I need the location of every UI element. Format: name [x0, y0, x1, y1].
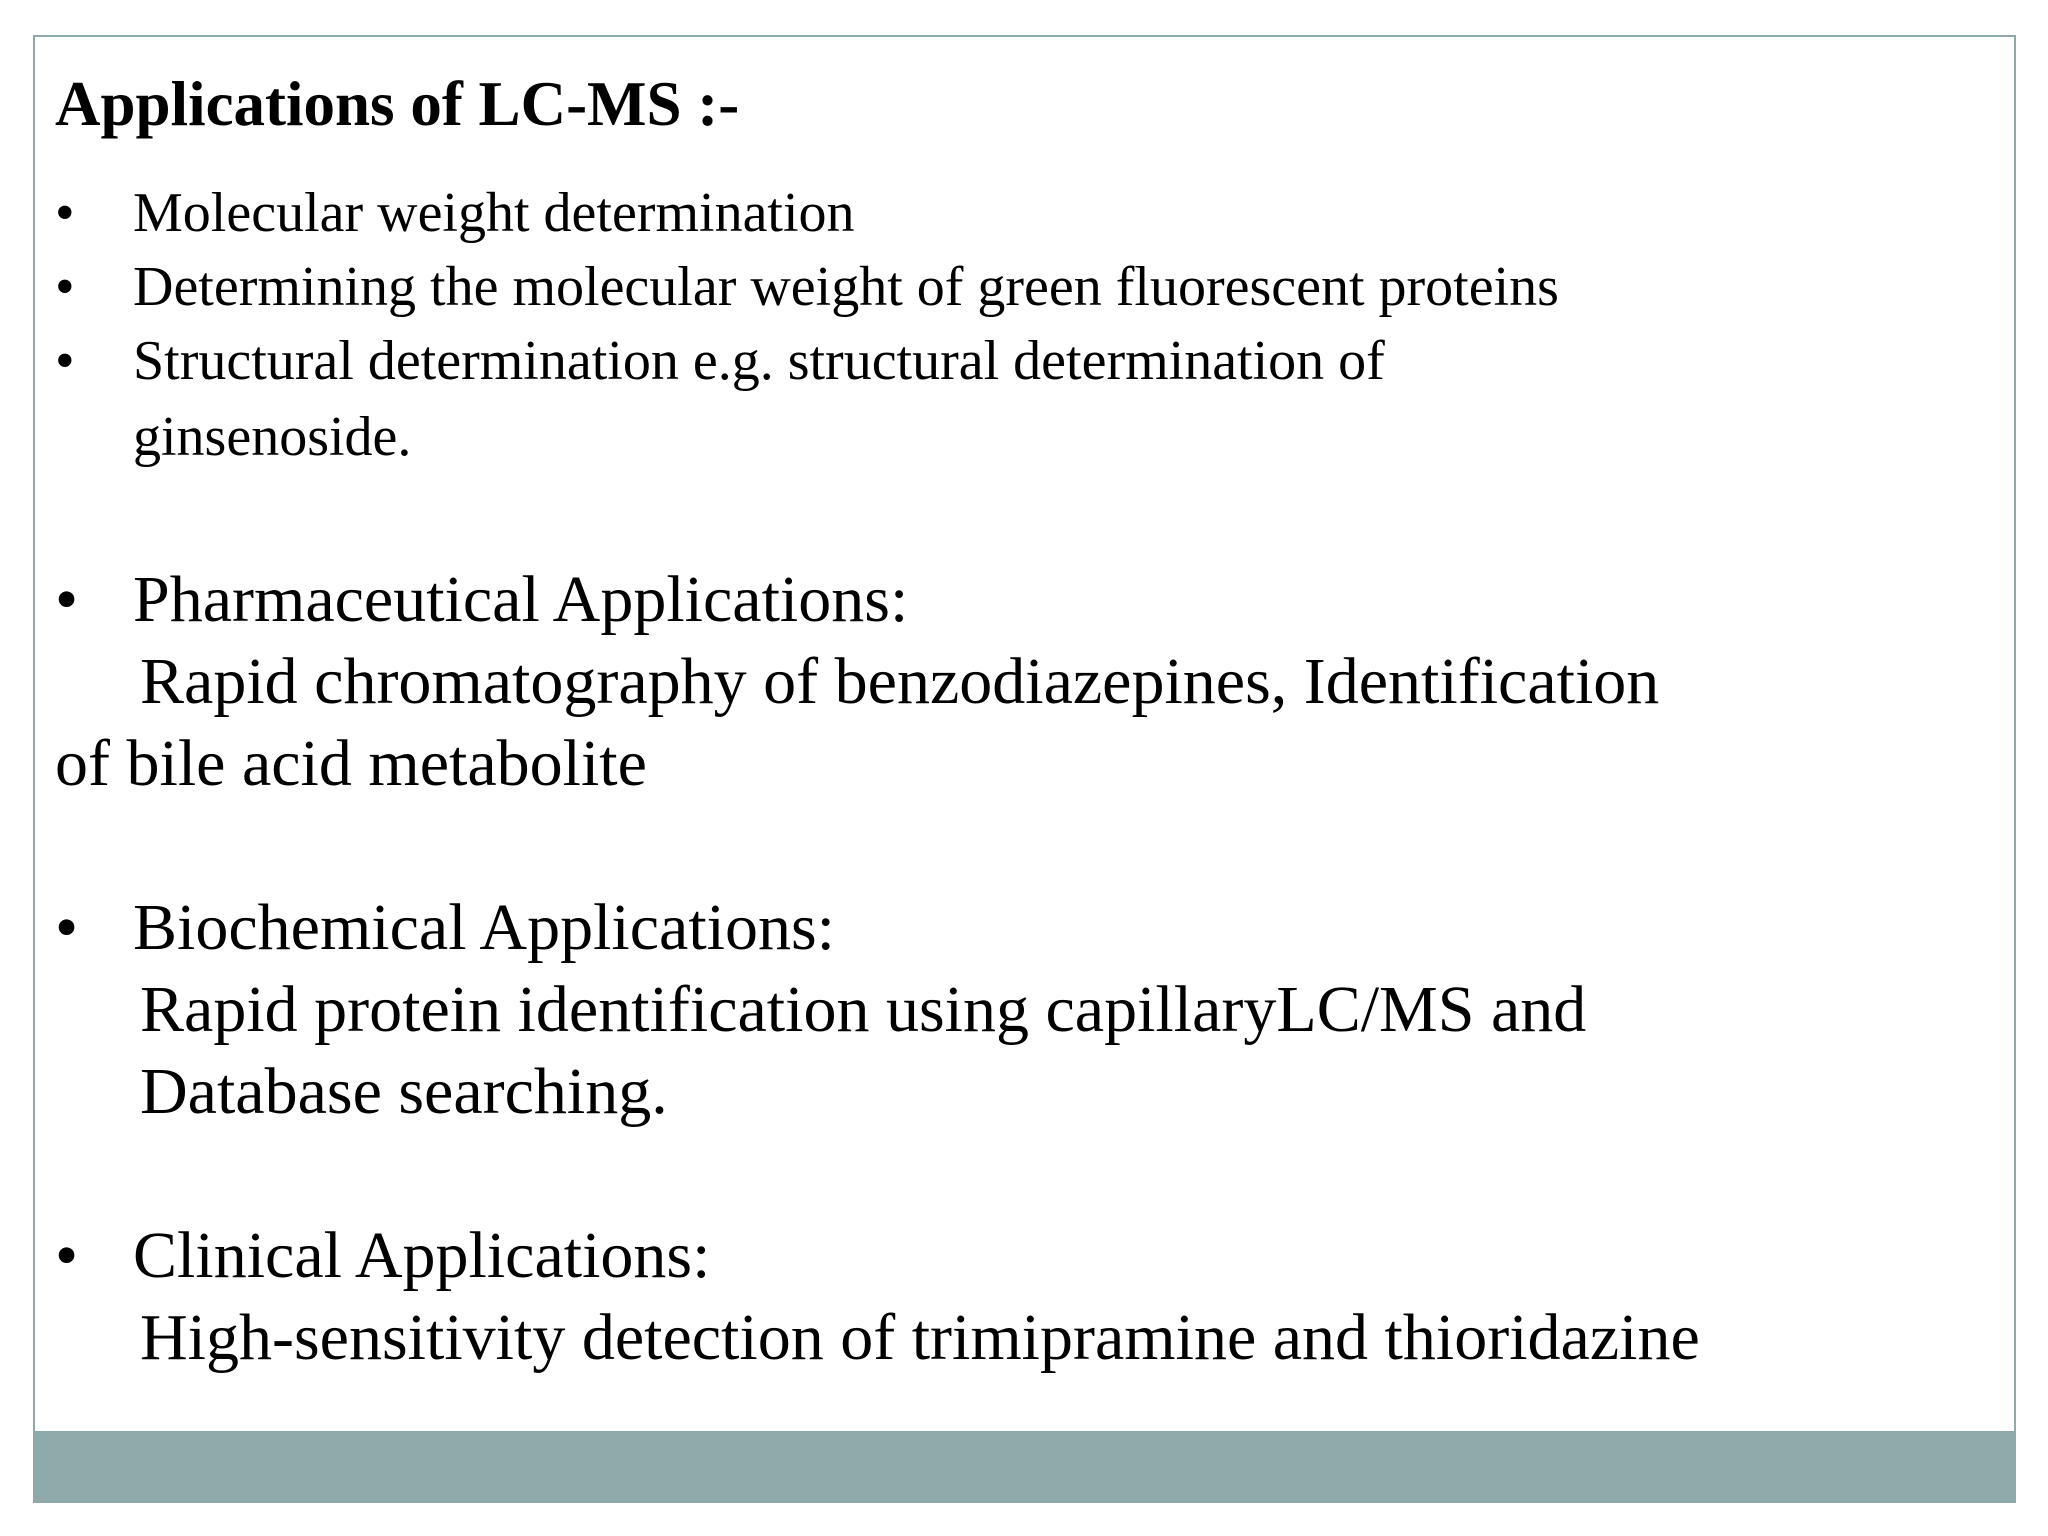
- pharma-line-2: of bile acid metabolite: [55, 727, 647, 800]
- bullet-pharmaceutical: [55, 559, 908, 641]
- clinical-line-1: High-sensitivity detection of trimipramine and thioridazine: [140, 1301, 1700, 1374]
- pharma-line-1: Rapid chromatography of benzodiazepines, Identification: [140, 645, 1660, 718]
- bullet-biochemical: [55, 887, 835, 969]
- biochem-heading: Biochemical Applications:: [133, 891, 836, 964]
- bullet-text: Determining the molecular weight of green fluorescent proteins: [133, 256, 1559, 318]
- bullet-molecular-weight: [55, 175, 855, 251]
- bullet-dot: •: [55, 182, 75, 244]
- bullet-dot: •: [55, 563, 79, 636]
- footer-band: [35, 1431, 2014, 1501]
- bullet-dot: •: [55, 256, 75, 318]
- slide: [33, 35, 2016, 1503]
- bullet-text: Structural determination e.g. structural determination of: [133, 330, 1385, 392]
- bullet-structural-continued: ginsenoside.: [133, 406, 412, 468]
- bullet-structural: [55, 323, 1385, 399]
- bullet-dot: •: [55, 330, 75, 392]
- bullet-clinical: [55, 1215, 710, 1297]
- bullet-green-fluorescent: [55, 249, 1559, 325]
- bullet-text: Molecular weight determination: [133, 182, 855, 244]
- bullet-dot: •: [55, 1219, 79, 1292]
- clinical-heading: Clinical Applications:: [133, 1219, 711, 1292]
- slide-title: Applications of LC-MS :-: [55, 69, 740, 139]
- biochem-line-2: Database searching.: [140, 1055, 668, 1128]
- pharma-heading: Pharmaceutical Applications:: [133, 563, 909, 636]
- bullet-dot: •: [55, 891, 79, 964]
- biochem-line-1: Rapid protein identification using capillaryLC/MS and: [140, 973, 1587, 1046]
